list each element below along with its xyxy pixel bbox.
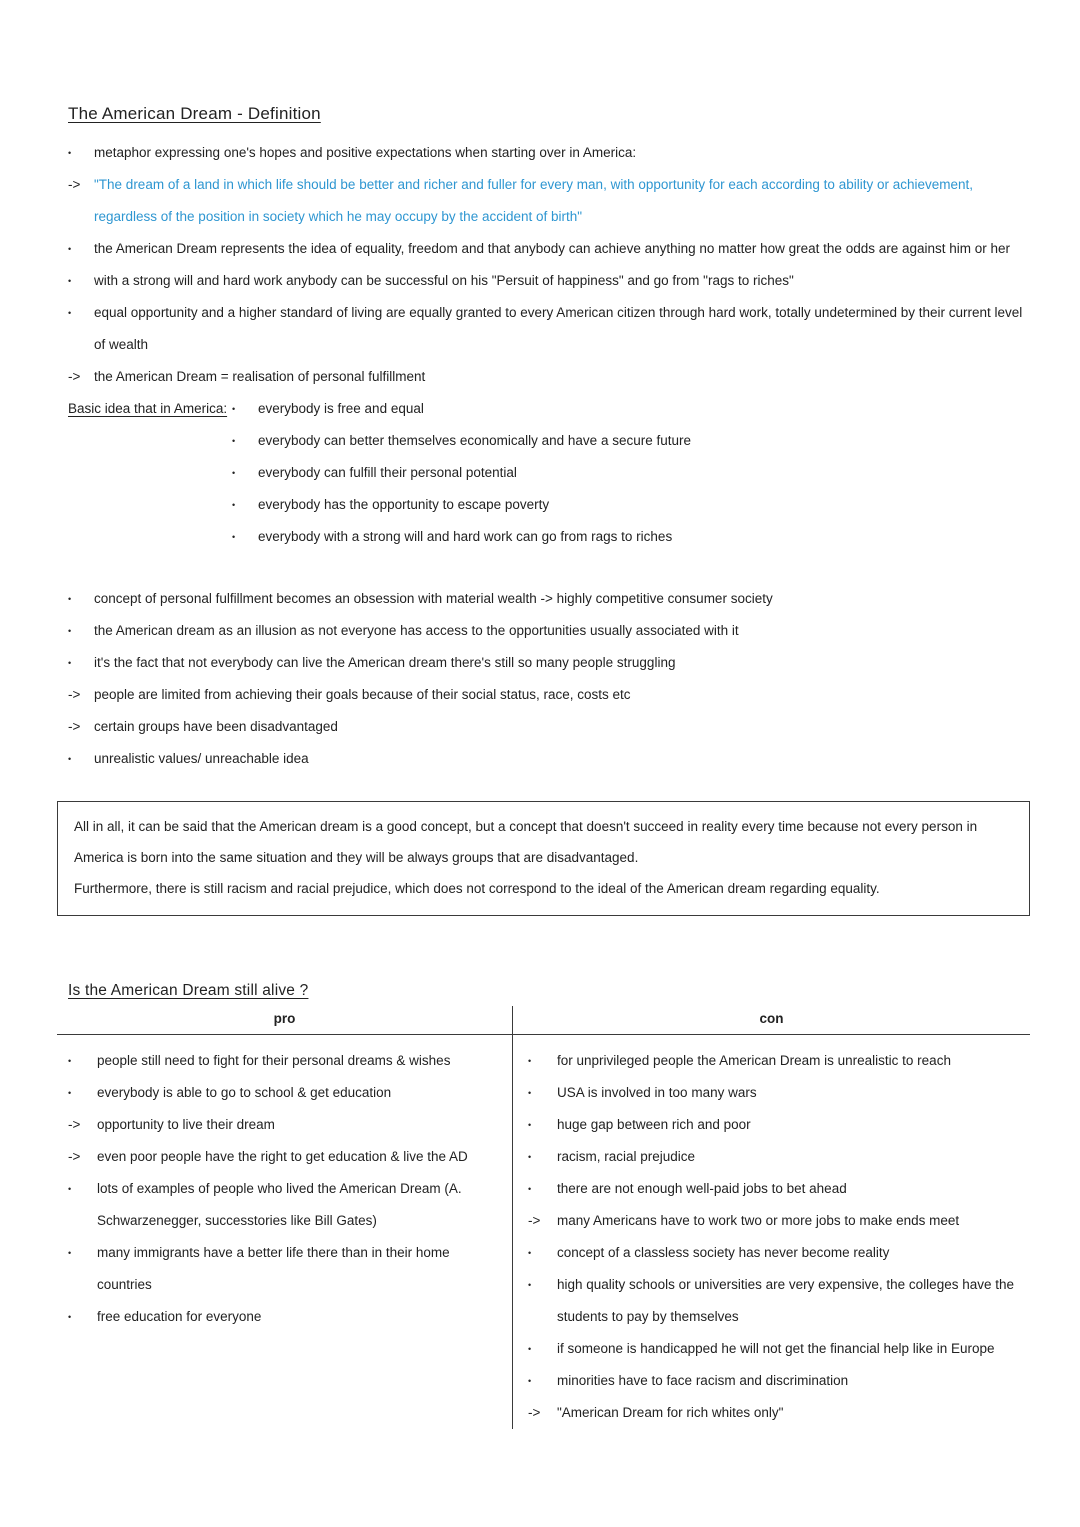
list-item — [528, 1077, 1024, 1109]
list-item — [68, 743, 1030, 775]
bullet-marker: • — [528, 1184, 532, 1194]
critique-bullet-list — [68, 583, 1030, 775]
list-item — [68, 1141, 498, 1173]
bullet-marker: • — [528, 1152, 532, 1162]
bullet-text: it's the fact that not everybody can live the American dream there's still so many people struggling — [94, 655, 676, 670]
bullet-text: "The dream of a land in which life should be better and richer and fuller for every man, with opportunity for each according to ability or achievement, regardless of the position in society which he may occupy by the accident of birth" — [94, 177, 974, 224]
list-item — [68, 1045, 498, 1077]
bullet-text: free education for everyone — [97, 1309, 262, 1324]
bullet-text: "American Dream for rich whites only" — [557, 1405, 784, 1420]
spacer — [68, 553, 1030, 583]
bullet-marker: • — [68, 626, 72, 636]
basic-idea-row — [68, 393, 1030, 553]
bullet-text: the American dream as an illusion as not everyone has access to the opportunities usually associated with it — [94, 623, 739, 638]
bullet-text: everybody can fulfill their personal potential — [258, 465, 517, 480]
bullet-text: everybody has the opportunity to escape poverty — [258, 497, 550, 512]
list-item — [68, 1077, 498, 1109]
list-item — [68, 1237, 498, 1301]
bullet-text: opportunity to live their dream — [97, 1117, 275, 1132]
bullet-marker: • — [528, 1344, 532, 1354]
bullet-marker: • — [232, 500, 236, 510]
bullet-marker: • — [528, 1056, 532, 1066]
list-item — [68, 169, 1030, 233]
bullet-marker: • — [68, 1088, 72, 1098]
list-item — [232, 521, 1030, 553]
list-item — [68, 647, 1030, 679]
con-column — [512, 1006, 1030, 1429]
definition-bullet-list — [68, 137, 1030, 393]
conclusion-box — [57, 801, 1030, 916]
bullet-marker: -> — [68, 369, 81, 384]
bullet-text: everybody is free and equal — [258, 401, 424, 416]
list-item — [232, 457, 1030, 489]
bullet-text: metaphor expressing one's hopes and positive expectations when starting over in America: — [94, 145, 637, 160]
list-item — [68, 615, 1030, 647]
bullet-text: high quality schools or universities are very expensive, the colleges have the students to pay by themselves — [557, 1277, 1015, 1324]
bullet-marker: • — [68, 754, 72, 764]
bullet-marker: • — [232, 468, 236, 478]
list-item — [68, 265, 1030, 297]
bullet-marker: • — [68, 148, 72, 158]
bullet-text: the American Dream = realisation of personal fulfillment — [94, 369, 426, 384]
bullet-text: if someone is handicapped he will not get the financial help like in Europe — [557, 1341, 995, 1356]
conclusion-paragraph-text: Furthermore, there is still racism and racial prejudice, which does not correspond to the ideal of the American dream regarding equality. — [74, 881, 880, 896]
bullet-text: many immigrants have a better life there than in their home countries — [97, 1245, 450, 1292]
bullet-text: many Americans have to work two or more jobs to make ends meet — [557, 1213, 960, 1228]
bullet-marker: • — [528, 1088, 532, 1098]
bullet-text: minorities have to face racism and discrimination — [557, 1373, 849, 1388]
bullet-marker: • — [232, 436, 236, 446]
bullet-text: racism, racial prejudice — [557, 1149, 696, 1164]
pro-con-section-title: Is the American Dream still alive ? — [68, 982, 309, 999]
bullet-text: lots of examples of people who lived the American Dream (A. Schwarzenegger, successtories like Bill Gates) — [97, 1181, 462, 1228]
bullet-text: everybody can better themselves economically and have a secure future — [258, 433, 691, 448]
list-item — [528, 1109, 1024, 1141]
con-bullet-list — [513, 1035, 1030, 1429]
bullet-marker: -> — [68, 687, 81, 702]
bullet-text: equal opportunity and a higher standard of living are equally granted to every American citizen through hard work, totally undetermined by their current level of wealth — [94, 305, 1023, 352]
bullet-text: concept of a classless society has never become reality — [557, 1245, 890, 1260]
conclusion-paragraph-text: All in all, it can be said that the American dream is a good concept, but a concept that doesn't succeed in reality every time because not every person in America is born into the same situation and they will be always groups that are disadvantaged. — [74, 819, 978, 865]
list-item — [528, 1045, 1024, 1077]
list-item — [232, 425, 1030, 457]
basic-idea-label: Basic idea that in America: — [68, 401, 228, 416]
bullet-text: unrealistic values/ unreachable idea — [94, 751, 309, 766]
bullet-marker: • — [68, 1056, 72, 1066]
conclusion-paragraph — [74, 811, 1013, 873]
list-item — [68, 137, 1030, 169]
list-item — [68, 711, 1030, 743]
bullet-text: people are limited from achieving their goals because of their social status, race, costs etc — [94, 687, 631, 702]
pro-column — [57, 1006, 512, 1429]
con-column-header: con — [513, 1006, 1030, 1035]
bullet-text: there are not enough well-paid jobs to bet ahead — [557, 1181, 847, 1196]
list-item — [68, 1301, 498, 1333]
list-item — [528, 1237, 1024, 1269]
bullet-marker: • — [68, 658, 72, 668]
bullet-marker: -> — [68, 719, 81, 734]
bullet-marker: • — [68, 1312, 72, 1322]
list-item — [528, 1333, 1024, 1365]
bullet-marker: -> — [68, 1149, 81, 1164]
bullet-marker: • — [68, 308, 72, 318]
conclusion-paragraph — [74, 873, 1013, 904]
bullet-marker: • — [68, 276, 72, 286]
bullet-text: everybody with a strong will and hard work can go from rags to riches — [258, 529, 673, 544]
bullet-text: certain groups have been disadvantaged — [94, 719, 338, 734]
pro-bullet-list — [57, 1035, 512, 1333]
list-item — [528, 1397, 1024, 1429]
bullet-marker: -> — [528, 1405, 541, 1420]
list-item — [68, 679, 1030, 711]
bullet-marker: -> — [68, 1117, 81, 1132]
list-item — [528, 1365, 1024, 1397]
list-item — [68, 1109, 498, 1141]
list-item — [68, 1173, 498, 1237]
pro-con-table — [57, 1006, 1030, 1429]
bullet-text: the American Dream represents the idea of equality, freedom and that anybody can achieve anything no matter how great the odds are against him or her — [94, 241, 1011, 256]
pro-column-header: pro — [57, 1006, 512, 1035]
bullet-text: everybody is able to go to school & get education — [97, 1085, 392, 1100]
list-item — [232, 489, 1030, 521]
list-item — [528, 1269, 1024, 1333]
list-item — [528, 1173, 1024, 1205]
list-item — [68, 583, 1030, 615]
bullet-text: even poor people have the right to get education & live the AD — [97, 1149, 468, 1164]
bullet-marker: • — [68, 244, 72, 254]
bullet-text: huge gap between rich and poor — [557, 1117, 751, 1132]
list-item — [68, 297, 1030, 361]
bullet-text: concept of personal fulfillment becomes an obsession with material wealth -> highly competitive consumer society — [94, 591, 773, 606]
bullet-text: people still need to fight for their personal dreams & wishes — [97, 1053, 451, 1068]
bullet-text: USA is involved in too many wars — [557, 1085, 757, 1100]
bullet-marker: -> — [68, 177, 81, 192]
list-item — [528, 1141, 1024, 1173]
bullet-marker: • — [68, 594, 72, 604]
bullet-marker: • — [232, 532, 236, 542]
page-title: The American Dream - Definition — [68, 104, 321, 123]
bullet-marker: • — [68, 1184, 72, 1194]
list-item — [232, 393, 1030, 425]
basic-idea-bullet-list — [232, 393, 1030, 553]
bullet-marker: • — [528, 1120, 532, 1130]
bullet-marker: • — [232, 404, 236, 414]
bullet-marker: • — [528, 1376, 532, 1386]
bullet-marker: • — [528, 1280, 532, 1290]
bullet-marker: • — [68, 1248, 72, 1258]
list-item — [68, 233, 1030, 265]
bullet-marker: • — [528, 1248, 532, 1258]
bullet-text: with a strong will and hard work anybody can be successful on his "Persuit of happiness" and go from "rags to riches" — [94, 273, 794, 288]
bullet-marker: -> — [528, 1213, 541, 1228]
list-item — [528, 1205, 1024, 1237]
list-item — [68, 361, 1030, 393]
bullet-text: for unprivileged people the American Dream is unrealistic to reach — [557, 1053, 951, 1068]
